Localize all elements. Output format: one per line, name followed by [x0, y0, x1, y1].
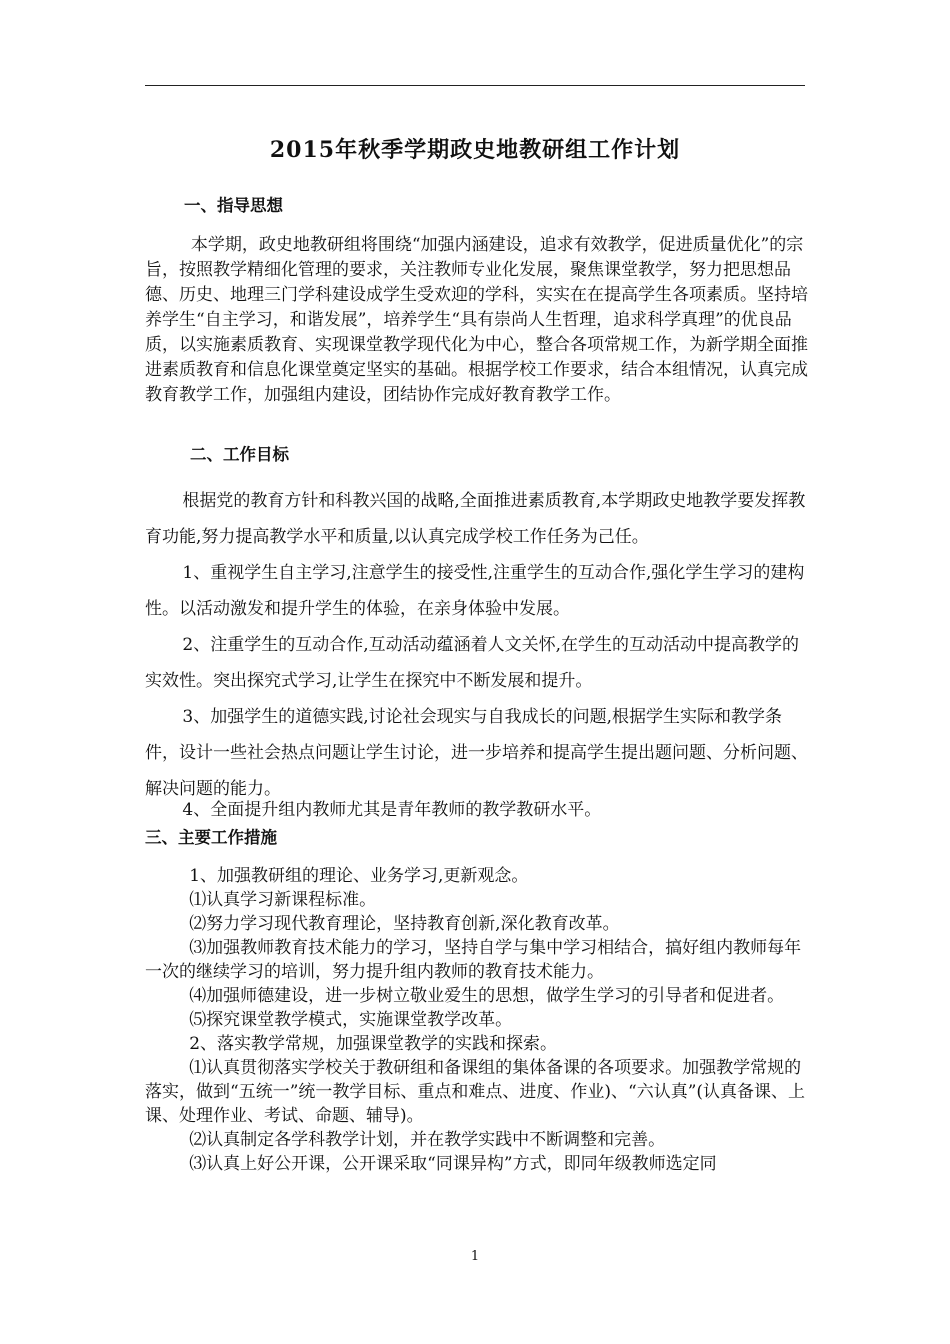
work-goal-item: 3、加强学生的道德实践,讨论社会现实与自我成长的问题,根据学生实际和教学条件，设计一些社会热点问题让学生讨论，进一步培养和提高学生提出题问题、分析问题、解决问题的能力。 [145, 707, 808, 799]
work-goals-paragraphs [145, 483, 811, 807]
measure-item: ⑵认真制定各学科教学计划，并在教学实践中不断调整和完善。 [189, 1130, 666, 1150]
section-heading-main-measures: 三、主要工作措施 [145, 828, 277, 847]
work-goal-item: 1、重视学生自主学习,注意学生的接受性,注重学生的互动合作,强化学生学习的建构性。以活动激发和提升学生的体验，在亲身体验中发展。 [145, 563, 805, 619]
guiding-ideology-paragraph: 本学期，政史地教研组将围绕“加强内涵建设，追求有效教学，促进质量优化”的宗旨，按照教学精细化管理的要求，关注教师专业化发展，聚焦课堂教学，努力把思想品德、历史、地理三门学科建设成学生受欢迎的学科，实实在在提高学生各项素质。坚持培养学生“自主学习，和谐发展”，培养学生“具有崇尚人生哲理，追求科学真理”的优良品质，以实施素质教育、实现课堂教学现代化为中心，整合各项常规工作，为新学期全面推进素质教育和信息化课堂奠定坚实的基础。根据学校工作要求，结合本组情况，认真完成教育教学工作，加强组内建设，团结协作完成好教育教学工作。 [145, 235, 808, 405]
measure-item: ⑴认真贯彻落实学校关于教研组和备课组的集体备课的各项要求。加强教学常规的落实，做到“五统一”统一教学目标、重点和难点、进度、作业)、“六认真”(认真备课、上课、处理作业、考试、命题、辅导)。 [145, 1058, 806, 1126]
page-number: 1 [470, 1249, 480, 1264]
work-goals-intro: 根据党的教育方针和科教兴国的战略,全面推进素质教育,本学期政史地教学要发挥教育功能,努力提高教学水平和质量,以认真完成学校工作任务为己任。 [145, 491, 806, 547]
section-heading-work-goals: 二、工作目标 [190, 445, 289, 464]
work-goal-item: 4、全面提升组内教师尤其是青年教师的教学教研水平。 [182, 800, 602, 820]
measure-item: 2、落实教学常规，加强课堂教学的实践和探索。 [189, 1034, 558, 1054]
header-rule [145, 85, 805, 86]
measure-item: ⑵努力学习现代教育理论，坚持教育创新,深化教育改革。 [189, 914, 620, 934]
document-title: 2015年秋季学期政史地教研组工作计划 [269, 137, 681, 163]
main-measures-list [145, 864, 811, 1176]
measure-item: ⑶认真上好公开课，公开课采取“同课异构”方式，即同年级教师选定同 [189, 1154, 717, 1174]
work-goal-item: 2、注重学生的互动合作,互动活动蕴涵着人文关怀,在学生的互动活动中提高教学的实效性。突出探究式学习,让学生在探究中不断发展和提升。 [145, 635, 800, 691]
measure-item: ⑷加强师德建设，进一步树立敬业爱生的思想，做学生学习的引导者和促进者。 [189, 986, 785, 1006]
measure-item: ⑶加强教师教育技术能力的学习，坚持自学与集中学习相结合，搞好组内教师每年一次的继续学习的培训，努力提升组内教师的教育技术能力。 [145, 938, 802, 982]
section-heading-guiding-ideology: 一、指导思想 [184, 196, 283, 215]
measure-item: ⑴认真学习新课程标准。 [189, 890, 377, 910]
measure-item: ⑸探究课堂教学模式，实施课堂教学改革。 [189, 1010, 513, 1030]
measure-item: 1、加强教研组的理论、业务学习,更新观念。 [189, 866, 529, 886]
